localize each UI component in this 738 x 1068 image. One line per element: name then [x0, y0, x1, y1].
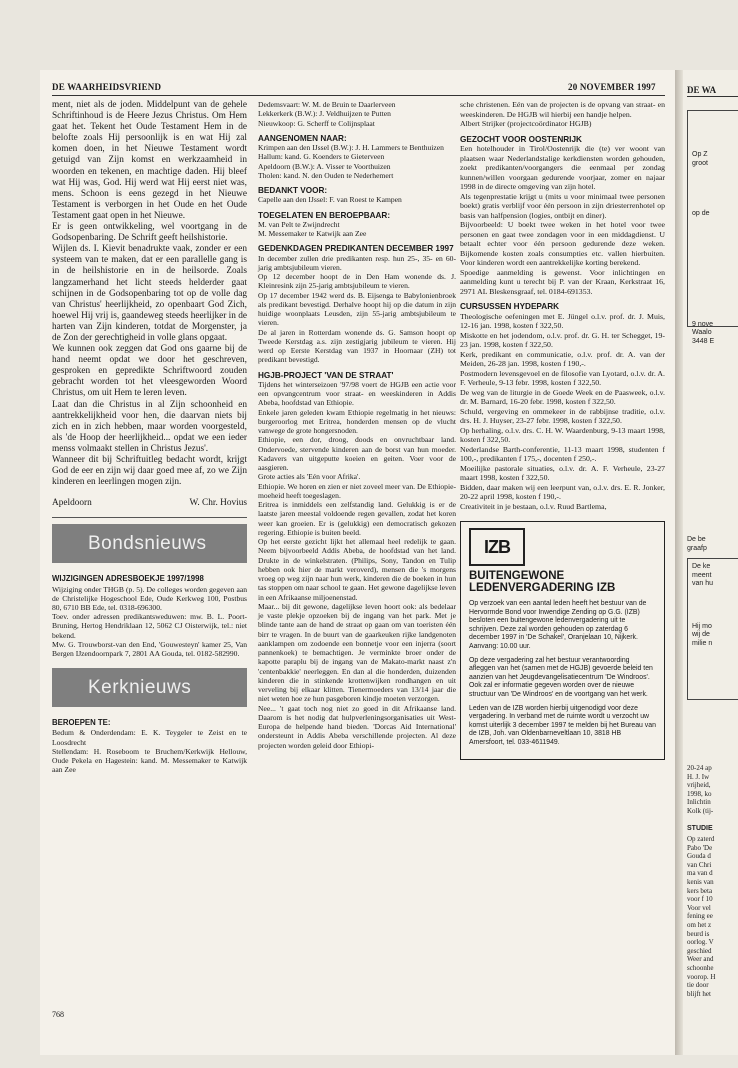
- mevrouw-text: Mw. G. Trouwborst-van den End, 'Gouwesteyn' kamer 25, Van Bergen IJzendoornpark 7, 2801 AA Gouda, tel. 0182-582990.: [52, 639, 247, 658]
- right-page-sheet: [683, 70, 738, 1055]
- article-paragraph: Wanneer dit bij Schriftuitleg bedacht wordt, krijgt God de eer en zijn wij daar goed mee af, zo we Zijn kinderen en leerlingen mogen zijn.: [52, 455, 247, 488]
- next-page-box-text-2: op de: [692, 210, 710, 218]
- gedenkdagen-text: In december zullen drie predikanten resp. hun 25-, 35- en 60-jarig ambtsjubileum vieren. Op 12 december hoopt de in Den Ham wonende ds. J. Kleinresink zijn 25-jarig ambtsjubileum te vieren. Op 17 december 1942 werd ds. B. Eijsenga te Babylonienbroek als predikant bevestigd. Derhalve hoopt hij op die datum in zijn huidige woonplaats Leusden, zijn 55-jarig ambtsjubileum te vieren. De al jaren in Rotterdam wonende ds. G. Samson hoopt op Tweede Kerstdag a.s. zijn zestigjarig jubileum te vieren. Hij werd op Eerste Kerstdag van 1937 in Hoornaar (ZH) tot predikant bevestigd.: [258, 253, 456, 365]
- hgjb-heading: HGJB-PROJECT 'VAN DE STRAAT': [258, 370, 394, 380]
- beroepen-heading: BEROEPEN TE:: [52, 718, 111, 728]
- column-2: [258, 100, 456, 750]
- article-paragraph: Laat dan die Christus in al Zijn schoonheid en aantrekkelijkheid voor hen, die daarvan niets bij zich en in zich hebben, maar worden voorgesteld, als 'de Hoop der heerlijkheid... opdat we een ieder menss volmaakt stellen in Christus Jezus'.: [52, 399, 247, 454]
- next-page-box-text-1: Op Z groot: [692, 151, 708, 167]
- toegelaten-text: M. van Pelt te Zwijndrecht M. Messemaker te Katwijk aan Zee: [258, 219, 367, 238]
- gedenkdagen-heading: GEDENKDAGEN PREDIKANTEN DECEMBER 1997: [258, 244, 454, 254]
- gezocht-heading: GEZOCHT VOOR OOSTENRIJK: [460, 134, 582, 144]
- next-page-lines: 20-24 ap H. J. Iw vrijheid, 1998, ko Inlichtin Kolk (tij-: [687, 764, 714, 815]
- article-paragraph: Er is geen ontwikkeling, wel voortgang in de Godsopenbaring. De Schrift geeft heilshistorie.: [52, 222, 247, 244]
- kerknieuws-banner: Kerknieuws: [52, 668, 247, 707]
- page-binding: [675, 70, 683, 1055]
- signature-name: W. Chr. Hovius: [189, 498, 247, 509]
- page-number: 768: [52, 1010, 64, 1019]
- next-page-box-top: [687, 110, 738, 345]
- izb-logo: IZB: [469, 528, 525, 566]
- column-3: [460, 100, 665, 760]
- next-page-header: DE WA: [687, 85, 717, 95]
- article-paragraph: ment, niet als de joden. Middelpunt van de gehele Schriftinhoud is de Heere Jezus Christus. Om Hem gaat het. Tekent het Oude Testament Hem in de belofte zoals Hij persoonlijk is en wat Hij zal komen doen, in het Nieuwe Testament wordt getuigd van Zijn komst en werkzaamheid in woorden en tekenen, en machtige daden. Hij bleef wat Hij was, God. Hij werd wat Hij eerst niet was, mens. Schoon is eens gezegd in het Nieuwe Testament is verborgen in het Oude en het Oude Testament gaat open in het Nieuwe.: [52, 100, 247, 221]
- article-paragraph: Wijlen ds. I. Kievit benadrukte vaak, zonder er een systeem van te maken, dat er een parallelle gang is in de heilshistorie en in de heilsorde. Zoals langzamerhand het licht steeds helderder gaat schijnen in de Godsopenbaring tot op de volle dag van Christus' heerlijkheid, zo openbaart God Zich, hoewel Hij vrij is, gaandeweg steeds heerlijker in de harten van Zijn kinderen, totdat de Morgenster, ja de Zon der gerechtigheid in volle glans opgaat.: [52, 244, 247, 343]
- beroepen-continued: Dedemsvaart: W. M. de Bruin te Daarlerveen Lekkerkerk (B.W.): J. Veldhuijzen te Putten Nieuwkoop: G. Scherff te Colijnsplaat: [258, 100, 396, 128]
- article-paragraph: We kunnen ook zeggen dat God ons gaarne bij de hand neemt opdat we door het geschreven, gesproken en gepredikte Schriftwoord zouden gebracht worden tot het vleesgeworden Woord Christus, om uit Hem te leren leven.: [52, 344, 247, 399]
- aangenomen-heading: AANGENOMEN NAAR:: [258, 133, 347, 143]
- issue-date: 20 NOVEMBER 1997: [568, 82, 656, 92]
- publication-title: DE WAARHEIDSVRIEND: [52, 82, 162, 92]
- wijzigingen-text: Wijziging onder THGB (p. 5). De colleges worden gegeven aan de Christelijke Hogeschool Ede, Oude Kerkweg 100, Postbus 80, 6710 BB Ede, tel. 0318-696300.: [52, 584, 247, 612]
- toevoeging-text: Toev. onder adressen predikantsweduwen: mw. B. L. Poort-Bruning, Hertog Hendriklaan 12, 5062 CJ Oisterwijk, tel.: niet bekend.: [52, 612, 247, 640]
- column-1: [52, 100, 247, 774]
- advertisement-paragraph: Leden van de IZB worden hierbij uitgenodigd voor deze vergadering. In verband met de ruimte wordt u verzocht uw komst uiterlijk 3 december 1997 te melden bij het Bureau van de IZB, Joh. van Oldenbarneveltlaan 10, 3818 HB Amersfoort, tel. 033-4611949.: [469, 704, 656, 746]
- cursussen-text: Theologische oefeningen met E. Jüngel o.l.v. prof. dr. J. Muis, 12-16 jan. 1998, kosten f 322,50. Miskotte en het jodendom, o.l.v. prof. dr. G. H. ter Schegget, 19-23 jan. 1998, kosten f 322,50. Kerk, predikant en communicatie, o.l.v. prof. dr. A. van der Meiden, 26-28 jan. 1998, kosten f 190,-. Postmodern levensgevoel en de filosofie van Lyotard, o.l.v. dr. A. F. Verheule, 9-13 febr. 1998, kosten f 322,50. De weg van de liturgie in de Goede Week en de Paasweek, o.l.v. dr. M. Barnard, 16-20 febr. 1998, kosten f 322,50. Schuld, vergeving en ommekeer in de rabbijnse traditie, o.l.v. drs. H. J. Huyser, 23-27 febr. 1998, kosten f 322,50. Op herhaling, o.l.v. drs. C. H. W. Waardenburg, 9-13 maart 1998, kosten f 322,50. Nederlandse Barth-conferentie, 11-13 maart 1998, studenten f 100,-, predikanten f 175,-, docenten f 250,-. Moeilijke pastorale situaties, o.l.v. dr. A. F. Verheule, 23-27 maart 1998, kosten f 322,50. Bidden, daar maken wij een leerpunt van, o.l.v. drs. E. R. Jonker, 20-22 april 1998, kosten f 190,-. Creativiteit in je bestaan, o.l.v. Ruud Bartlema,: [460, 311, 665, 511]
- beroepen-text: Bedum & Onderdendam: E. K. Teygeler te Zeist en te Loosdrecht Stellendam: H. Roseboom te Bruchem/Kerkwijk Hellouw, Oude Pekela en Hagestein: kand. M. Messemaker te Katwijk aan Zee: [52, 728, 247, 775]
- header-rule: [52, 95, 665, 96]
- bedankt-text: Capelle aan den IJssel: F. van Roest te Kampen: [258, 195, 402, 205]
- signature-place: Apeldoorn: [52, 498, 92, 509]
- advertisement-paragraph: Op verzoek van een aantal leden heeft het bestuur van de Hervormde Bond voor Inwendige Zending op G.G. (IZB) besloten een buitengewone ledenvergadering uit te schrijven. Deze zal worden gehouden op zaterdag 6 december 1997 in 'De Schakel', Oranjelaan 10, Nijkerk. Aanvang: 10.00 uur.: [469, 600, 647, 650]
- bondsnieuws-banner: Bondsnieuws: [52, 524, 247, 563]
- cursussen-heading: CURSUSSEN HYDEPARK: [460, 302, 560, 311]
- toegelaten-heading: TOEGELATEN EN BEROEPBAAR:: [258, 210, 391, 220]
- advertisement-title: BUITENGEWONE LEDENVERGADERING IZB: [469, 570, 616, 594]
- next-page-box-mid: [687, 558, 738, 700]
- aangenomen-text: Krimpen aan den IJssel (B.W.): J. H. Lammers te Benthuizen Hallum: kand. G. Koenders te Gieterveen Apeldoorn (B.W.): A. Visser te Voorthuizen Tholen: kand. N. den Ouden te Nederhemert: [258, 143, 444, 180]
- next-page-studie-title: STUDIE: [687, 825, 713, 832]
- next-page-note: De be graafp: [687, 536, 707, 552]
- advertisement-paragraph: Op deze vergadering zal het bestuur verantwoording afleggen van het (samen met de HGJB) gevoerde beleid ten aanzien van het Jeugdevangelisatiecentrum 'De Windroos'. Ook zal er informatie gegeven worden over de nieuwe structuur van 'De Windroos' en de voortgang van het werk.: [469, 656, 653, 698]
- gezocht-text: Een hotelhouder in Tirol/Oostenrijk die (te) ver woont van plaatsen waar Nederlandstalige kerkdiensten worden gehouden, zoekt predikanten/voorgangers die eenmaal per zondag kunnen/willen voorgaan gedurende voorjaar, zomer en najaar 1998 in de directe omgeving van zijn hotel. Als tegenprestatie krijgt u (mits u voor minimaal twee personen boekt) gratis verblijf voor één persoon in zijn driesterrenhotel op basis van halfpension (logies, ontbijt en diner). Bijvoorbeeld: U boekt twee weken in het hotel voor twee personen en gaat twee zondagen voor in een middagdienst. U betaalt echter voor één persoon gedurende deze weken. Bijkomende kosten zoals consumpties etc. vallen hierbuiten. Voor kinderen wordt een aantrekkelijke korting berekend. Spoedige aanmelding is gewenst. Voor inlichtingen en aanmelding kunt u terecht bij P. van der Kraan, Kerkstraat 16, 2971 AL Bleskensgraaf, tel. 0184-691353.: [460, 144, 665, 296]
- next-page-box-text-3: De ke meent van hu: [692, 563, 714, 588]
- next-page-rule: [687, 96, 738, 97]
- hgjb-continued: sche christenen. Eén van de projecten is de opvang van straat- en weeskinderen. De HGJB wil hierbij een handje helpen. Albert Strijker (projectcoördinator HGJB): [460, 100, 665, 128]
- hgjb-text: Tijdens het winterseizoen '97/98 voert de HGJB een actie voor een opvangcentrum voor straat- en weeskinderen in Addis Abeba, hoofdstad van Ethiopie. Enkele jaren geleden kwam Ethiopie regelmatig in het nieuws: burgeroorlog met Eritrea, honderden mensen op de vlucht vanwege de grote hongersnoden. Ethiopie, een dor, droog, doods en onvruchtbaar land. Ondervoede, stervende kinderen aan de borst van hun moeder. Kadavers van uitgeputte koeien en geiten. Voer voor de aasgieren. Grote acties als 'Eén voor Afrika'. Ethiopie. We horen en zien er niet zoveel meer van. De Ethiopie-moeheid heeft toegeslagen. Eritrea is inmiddels een zelfstandig land. Gelukkig is er de laatste jaren meestal voldoende regen gevallen, zodat het koren weer kan groeien. Er is (gelukkig) een democratisch gekozen regering. Ethiopie is buiten beeld. Op het eerste gezicht lijkt het allemaal heel redelijk te gaan. Neem bijvoorbeeld Addis Abeba, de hoofdstad van het land. Drukte in de winkelstraten. (Philips, Sony, Tandon en Tulip hebben ook hier de markt veroverd), mensen die 's morgens vroeg op weg zijn naar hun werk, kinderen die de boeken in hun tas stoppen om naar school te gaan. Het gewone dagelijkse leven in een Afrikaanse miljoenenstad. Maar... bij dit gewone, dagelijkse leven hoort ook: als bedelaar je vaste plekje opzoeken bij de ingang van het park. Met je blinde tante aan de hand de straat op gaan om van toeristen één birr te vragen. In de buurt van de gaarkeuken rijke landgenoten aanklampen om zodoende een bonnetje voor een injerra (soort pannenkoek) te bemachtigen. Je verminkte broer onder de kapotte paraplu bij de ingang van de Makato-markt naast z'n 'centenbakkie' neerleggen. En dan al die honderden, duizenden kinderen die in stinkende krottenwijken rondhangen en uit verveling bij elkaar klitten. Tienermoeders van 13/14 jaar die niet weten hoe ze hun pasgeboren kindje moeten verzorgen. Nee... 't gaat toch nog niet zo goed in dit Afrikaanse land. Daarom is het nodig dat hulpverleningsorganisaties uit West-Europa de helpende hand bieden. 'Dorcas Aid International' ondersteunt in Addis Abeba verschillende projecten. Al deze projecten worden geleid door Ethiopi-: [258, 379, 456, 750]
- next-page-address: 9 nove Waalo 3448 E: [692, 320, 715, 345]
- next-page-studie-lines: Op zaterd Pabo 'De Gouda d van Chri ma van d kenis van kers beta voor f 10 Voor vel fening ee om het z beurd is oorlog. V geschied Weer and schoonhe voorop. H tie door blijft het: [687, 835, 716, 998]
- signature: [52, 498, 247, 509]
- wijzigingen-heading: WIJZIGINGEN ADRESBOEKJE 1997/1998: [52, 574, 204, 584]
- next-page-box-text-4: Hij mo wij de milie n: [692, 622, 713, 647]
- divider: [52, 517, 247, 518]
- bedankt-heading: BEDANKT VOOR:: [258, 186, 328, 195]
- izb-advertisement: [460, 521, 665, 760]
